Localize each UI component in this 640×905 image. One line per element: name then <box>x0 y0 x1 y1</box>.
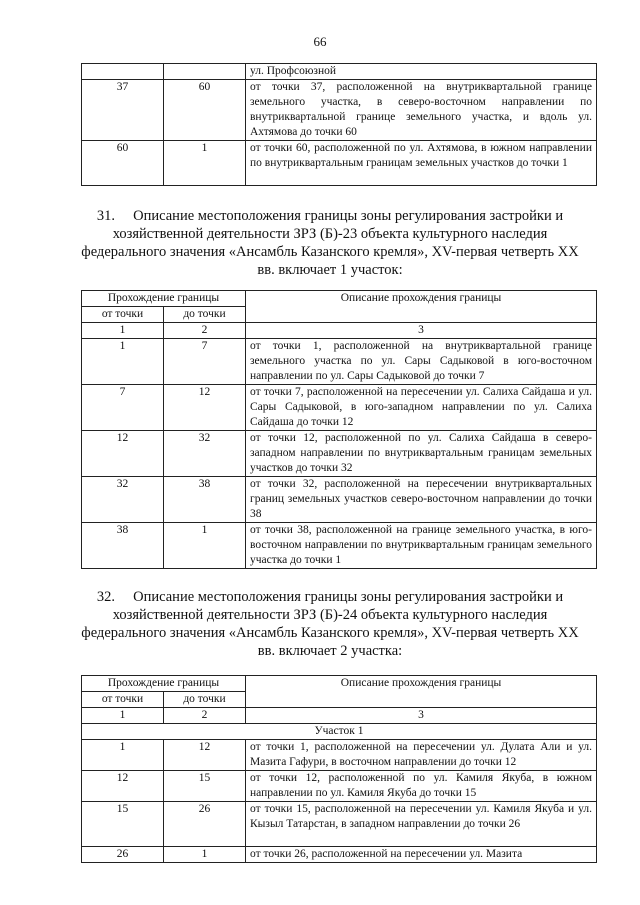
from-point: 12 <box>82 771 164 802</box>
from-point: 1 <box>82 740 164 771</box>
boundary-description: от точки 38, расположенной на границе земельного участка, в юго-восточном направлении по внутриквартальным границам земельного участка до точки 1 <box>246 523 597 569</box>
column-number-row <box>82 323 597 339</box>
table-row <box>82 80 597 141</box>
column-number: 3 <box>246 323 597 339</box>
from-point: 32 <box>82 477 164 523</box>
boundary-description: от точки 1, расположенной на пересечении ул. Дулата Али и ул. Мазита Гафури, в восточном направлении до точки 12 <box>246 740 597 771</box>
to-point: 60 <box>164 80 246 141</box>
to-header: до точки <box>164 692 246 708</box>
description-header: Описание прохождения границы <box>246 291 597 323</box>
table-row <box>82 477 597 523</box>
from-header: от точки <box>82 307 164 323</box>
boundary-table-32 <box>81 675 597 863</box>
to-point: 12 <box>164 385 246 431</box>
to-point: 1 <box>164 847 246 863</box>
table-row <box>82 771 597 802</box>
boundary-description: от точки 60, расположенной по ул. Ахтямова, в южном направлении по внутриквартальным границам земельных участков до точки 1 <box>246 141 597 186</box>
to-point: 26 <box>164 802 246 847</box>
from-point <box>82 64 164 80</box>
from-header: от точки <box>82 692 164 708</box>
passage-header: Прохождение границы <box>82 291 246 307</box>
to-point: 32 <box>164 431 246 477</box>
table-row <box>82 64 597 80</box>
column-number-row <box>82 708 597 724</box>
table-row <box>82 141 597 186</box>
table-row <box>82 802 597 847</box>
to-point: 38 <box>164 477 246 523</box>
from-point: 60 <box>82 141 164 186</box>
section-31-heading: 31. Описание местоположения границы зоны регулирования застройки и хозяйственной деятельности ЗРЗ (Б)-23 объекта культурного наследия федерального значения «Ансамбль Казанского кремля», XV-первая четверть XX вв. включает 1 участок: <box>81 208 579 278</box>
to-point: 7 <box>164 339 246 385</box>
from-point: 26 <box>82 847 164 863</box>
plot-subheader: Участок 1 <box>82 724 597 740</box>
boundary-description: от точки 26, расположенной на пересечении ул. Мазита <box>246 847 597 863</box>
page-number: 66 <box>313 34 327 49</box>
to-header: до точки <box>164 307 246 323</box>
passage-header: Прохождение границы <box>82 676 246 692</box>
table-row <box>82 385 597 431</box>
table-row <box>82 431 597 477</box>
table-row <box>82 740 597 771</box>
plot-subheader-row <box>82 724 597 740</box>
boundary-description: от точки 15, расположенной на пересечении ул. Камиля Якуба и ул. Кызыл Татарстан, в западном направлении до точки 26 <box>246 802 597 847</box>
column-number: 1 <box>82 323 164 339</box>
from-point: 1 <box>82 339 164 385</box>
to-point: 1 <box>164 141 246 186</box>
to-point: 1 <box>164 523 246 569</box>
boundary-description: от точки 32, расположенной на пересечении внутриквартальных границ земельных участков северо-восточном направлении до точки 38 <box>246 477 597 523</box>
boundary-description: от точки 7, расположенной на пересечении ул. Салиха Сайдаша и ул. Сары Садыковой, в юго-западном направлении по ул. Салиха Сайдаша до точки 12 <box>246 385 597 431</box>
from-point: 7 <box>82 385 164 431</box>
from-point: 15 <box>82 802 164 847</box>
column-number: 3 <box>246 708 597 724</box>
to-point: 15 <box>164 771 246 802</box>
boundary-table-continued <box>81 63 597 186</box>
column-number: 2 <box>164 323 246 339</box>
from-point: 12 <box>82 431 164 477</box>
from-point: 38 <box>82 523 164 569</box>
boundary-table-31 <box>81 290 597 569</box>
description-header: Описание прохождения границы <box>246 676 597 708</box>
section-32-heading: 32. Описание местоположения границы зоны регулирования застройки и хозяйственной деятельности ЗРЗ (Б)-24 объекта культурного наследия федерального значения «Ансамбль Казанского кремля», XV-первая четверть XX вв. включает 2 участка: <box>81 589 579 659</box>
boundary-description: от точки 12, расположенной по ул. Салиха Сайдаша в северо-западном направлении по внутриквартальным границам земельных участков до точки 32 <box>246 431 597 477</box>
table-row <box>82 847 597 863</box>
from-point: 37 <box>82 80 164 141</box>
boundary-description: от точки 37, расположенной на внутриквартальной границе земельного участка, в северо-восточном направлении по внутриквартальной границе земельного участка, и вдоль ул. Ахтямова до точки 60 <box>246 80 597 141</box>
header-row <box>82 676 597 692</box>
boundary-description: ул. Профсоюзной <box>246 64 597 80</box>
table-row <box>82 339 597 385</box>
column-number: 2 <box>164 708 246 724</box>
header-row <box>82 291 597 307</box>
boundary-description: от точки 12, расположенной по ул. Камиля Якуба, в южном направлении по ул. Камиля Якуба до точки 15 <box>246 771 597 802</box>
column-number: 1 <box>82 708 164 724</box>
to-point <box>164 64 246 80</box>
boundary-description: от точки 1, расположенной на внутриквартальной границе земельного участка по ул. Сары Садыковой в юго-восточном направлении по ул. Сары Садыковой до точки 7 <box>246 339 597 385</box>
to-point: 12 <box>164 740 246 771</box>
table-row <box>82 523 597 569</box>
